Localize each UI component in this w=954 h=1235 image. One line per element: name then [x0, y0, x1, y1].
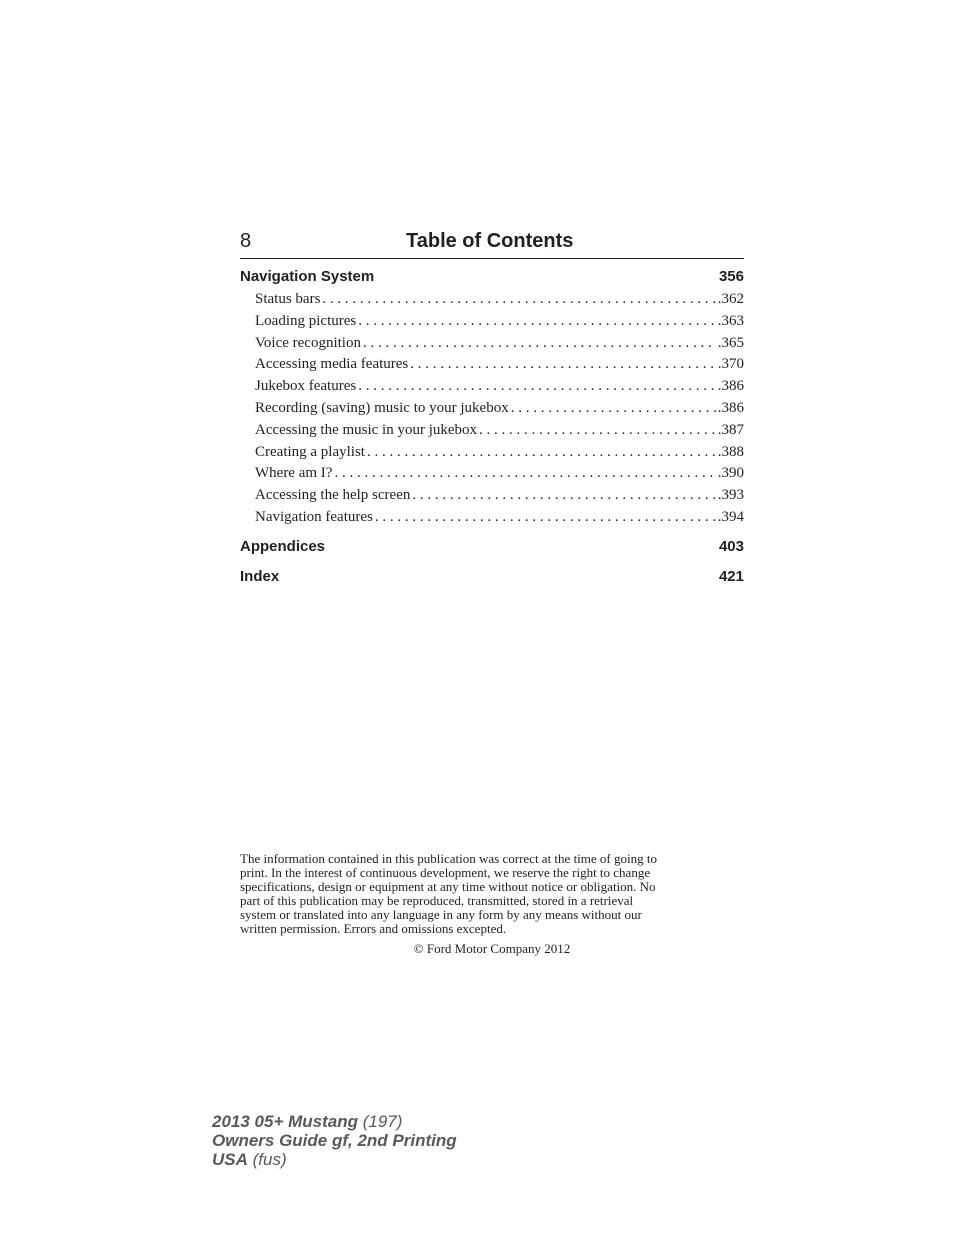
toc-entry-recording-music[interactable]: [255, 398, 744, 420]
disclaimer-line: part of this publication may be reproduced, transmitted, stored in a retrieval: [240, 893, 634, 908]
dot-leader: [367, 442, 716, 464]
toc-entry-loading-pictures[interactable]: [255, 311, 744, 333]
toc-entry-accessing-media-features[interactable]: [255, 354, 744, 376]
toc-entry-where-am-i[interactable]: [255, 463, 744, 485]
entry-label: Accessing the help screen: [255, 487, 411, 504]
entry-page: .390: [717, 465, 744, 482]
page-header: [240, 228, 744, 259]
footer-market-code: (fus): [247, 1150, 287, 1169]
entry-label: Creating a playlist: [255, 443, 365, 460]
table-of-contents: [240, 266, 744, 588]
page-title: Table of Contents: [406, 230, 574, 252]
toc-entry-voice-recognition[interactable]: [255, 333, 744, 355]
entry-page: .393: [717, 487, 744, 504]
toc-entry-help-screen[interactable]: [255, 485, 744, 507]
disclaimer-line: written permission. Errors and omissions excepted.: [240, 921, 507, 936]
section-appendices[interactable]: [240, 536, 744, 558]
toc-entry-creating-playlist[interactable]: [255, 442, 744, 464]
entry-label: Voice recognition: [255, 334, 361, 351]
footer-model: 2013 05+ Mustang: [212, 1112, 358, 1131]
entry-page: .370: [717, 356, 744, 373]
entry-page: .394: [717, 508, 744, 525]
dot-leader: [511, 398, 716, 420]
footer-line-market: [212, 1150, 457, 1169]
dot-leader: [363, 333, 716, 355]
dot-leader: [358, 311, 716, 333]
disclaimer-line: specifications, design or equipment at any time without notice or obligation. No: [240, 879, 656, 894]
entry-label: Jukebox features: [255, 378, 357, 395]
dot-leader: [412, 485, 715, 507]
navigation-entries: [255, 289, 744, 529]
toc-entry-jukebox-features[interactable]: [255, 376, 744, 398]
footer-line-model: [212, 1112, 457, 1131]
section-navigation-system[interactable]: [240, 266, 744, 288]
dot-leader: [334, 463, 715, 485]
footer-model-code: (197): [358, 1112, 403, 1131]
section-page: 356: [718, 268, 744, 285]
toc-entry-status-bars[interactable]: [255, 289, 744, 311]
entry-label: Where am I?: [255, 465, 333, 482]
section-page: 403: [718, 537, 744, 555]
dot-leader: [358, 376, 716, 398]
toc-entry-accessing-music[interactable]: [255, 420, 744, 442]
section-title: Index: [240, 567, 280, 585]
entry-page: .365: [717, 334, 744, 351]
section-title: Appendices: [240, 537, 326, 555]
entry-page: .362: [717, 291, 744, 307]
disclaimer-line: system or translated into any language in any form by any means without our: [240, 907, 642, 922]
dot-leader: [410, 354, 715, 376]
section-index[interactable]: [240, 566, 744, 588]
dot-leader: [322, 289, 715, 311]
entry-page: .387: [717, 421, 744, 438]
entry-page: .386: [717, 378, 744, 395]
dot-leader: [479, 420, 716, 442]
footer-guide: Owners Guide gf, 2nd Printing: [212, 1131, 457, 1150]
dot-leader: [375, 507, 716, 529]
disclaimer-text: [240, 852, 740, 936]
section-title: Navigation System: [240, 268, 375, 285]
section-page: 421: [718, 567, 744, 585]
disclaimer-line: print. In the interest of continuous development, we reserve the right to change: [240, 865, 651, 880]
entry-page: .363: [717, 312, 744, 329]
footer-line-guide: [212, 1131, 457, 1150]
entry-page: .386: [717, 399, 744, 416]
toc-entry-navigation-features[interactable]: [255, 507, 744, 529]
disclaimer-line: The information contained in this publication was correct at the time of going to: [240, 851, 657, 866]
entry-label: Navigation features: [255, 508, 373, 525]
entry-label: Accessing media features: [255, 356, 409, 373]
page-number: 8: [240, 230, 252, 252]
entry-label: Loading pictures: [255, 312, 357, 329]
entry-page: .388: [717, 443, 744, 460]
entry-label: Accessing the music in your jukebox: [255, 421, 478, 438]
footer-market: USA: [212, 1150, 248, 1169]
copyright-notice: © Ford Motor Company 2012: [413, 941, 571, 956]
entry-label: Status bars: [255, 291, 321, 307]
document-footer: [212, 1112, 457, 1169]
entry-label: Recording (saving) music to your jukebox: [255, 399, 509, 416]
